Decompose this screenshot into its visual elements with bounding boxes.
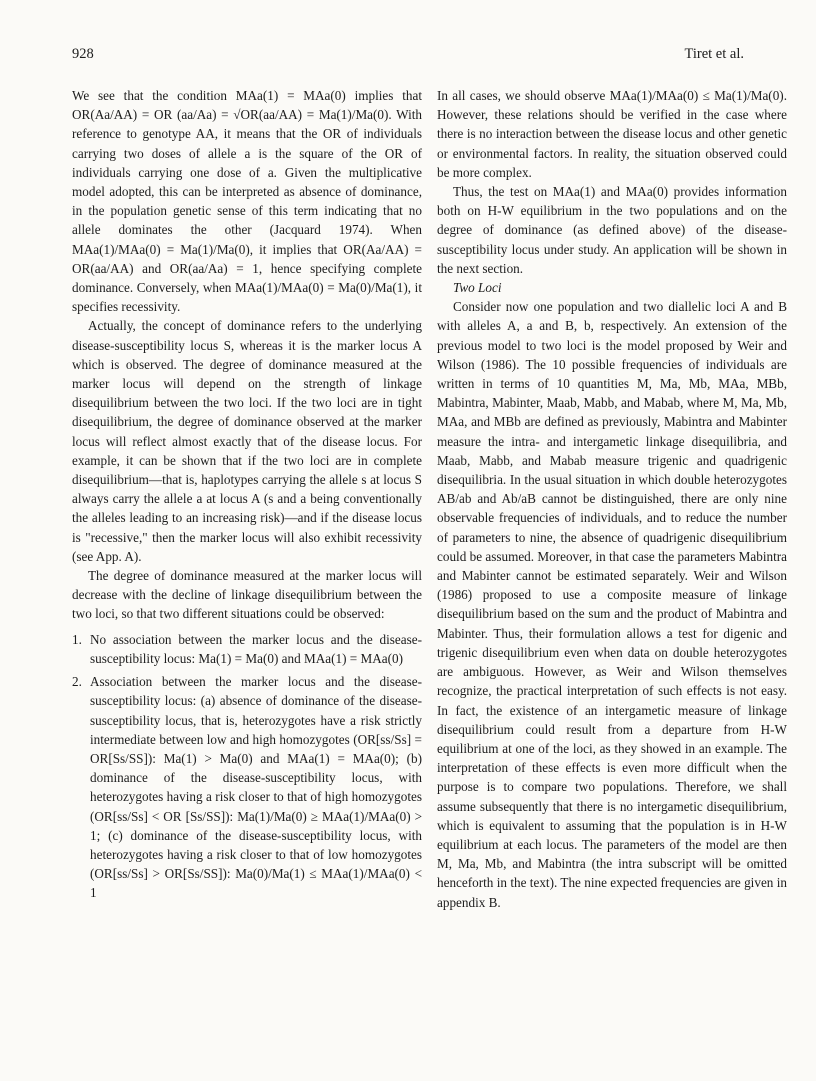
paragraph-test-provides-info: Thus, the test on MAa(1) and MAa(0) provides information both on H-W equilibrium in the two populations and on the degree of dominance (as defined above) of the disease-susceptibility locus under study. An application will be shown in the next section. <box>437 184 787 276</box>
section-title-two-loci: Two Loci <box>453 280 502 296</box>
paragraph-all-cases: In all cases, we should observe MAa(1)/MAa(0) ≤ Ma(1)/Ma(0). However, these relations should be verified in the case where there is no interaction between the disease locus and other genetic or environmental factors. In reality, the situation observed could be more complex. <box>437 88 787 180</box>
list-number: 1. <box>72 631 82 647</box>
list-text: Association between the marker locus and the disease-susceptibility locus: (a) absence of dominance of the disease-susceptibility locus, that is, heterozygotes have a risk strictly intermediate between low and high homozygotes (OR[ss/Ss] = OR[Ss/SS]): Ma(1) > Ma(0) and MAa(1) = MAa(0); (b) dominance of the disease-susceptibility locus, with heterozygotes having a risk closer to that of high homozygotes (OR[ss/Ss] < OR [Ss/SS]): Ma(1)/Ma(0) ≥ MAa(1)/MAa(0) > 1; (c) dominance of the disease-susceptibility locus, with heterozygotes having a risk closer to that of low homozygotes (OR[ss/Ss] > OR[Ss/SS]): Ma(0)/Ma(1) ≤ MAa(1)/MAa(0) < 1 <box>90 674 422 901</box>
page-header <box>72 46 744 68</box>
paragraph-two-loci-model: Consider now one population and two diallelic loci A and B with alleles A, a and B, b, respectively. An extension of the previous model to two loci is the model proposed by Weir and Wilson (1986). The 10 possible frequencies of individuals are written in terms of 10 quantities M, Ma, Mb, MAa, MBb, Mabintra, Mabinter, Maab, Mabb, and Mabab, where M, Ma, Mb, MAa, and MBb are defined as previously, Mabintra and Mabinter measure the intra- and intergametic linkage disequilibria, and Maab, Mabb, and Mabab measure trigenic and quadrigenic disequilibria. In the usual situation in which double heterozygotes AB/ab and Ab/aB cannot be distinguished, there are only nine observable frequencies of individuals, and to reduce the number of parameters to nine, the absence of quadrigenic disequilibrium could be assumed. Moreover, in that case the parameters Mabintra and Mabinter cannot be estimated separately. Weir and Wilson (1986) proposed to use a composite measure of linkage disequilibrium based on the sum and the product of Mabintra and Mabinter. Thus, their formulation allows a test for digenic and trigenic disequilibrium even when data on double heterozygotes are ambiguous. However, as Weir and Wilson themselves recognize, the practical interpretation of such effects is not easy. In fact, the existence of an intergametic measure of linkage disequilibrium could result from a departure from H-W equilibrium at one of the loci, as they showed in an example. The interpretation of these effects is even more difficult when the purpose is to compare two populations. Therefore, we shall assume subsequently that there is no intergametic disequilibrium, which is equivalent to assuming that the population is in H-W equilibrium at each locus. The parameters of the model are then M, Ma, Mb, and Mabintra (the intra subscript will be omitted henceforth in the text). The nine expected frequencies are given in appendix B. <box>437 299 787 910</box>
left-column <box>72 86 422 907</box>
right-column <box>437 86 787 912</box>
paragraph-dominance-concept: Actually, the concept of dominance refers to the underlying disease-susceptibility locus S, whereas it is the marker locus A which is observed. The degree of dominance measured at the marker locus will depend on the strength of linkage disequilibrium between the two loci. If the two loci are in tight disequilibrium, the degree of dominance observed at the marker locus will reflect almost exactly that of the disease locus. For example, it can be shown that if the two loci are in complete disequilibrium—that is, haplotypes carrying the allele s at locus S always carry the allele a at locus A (s and a being conventionally the alleles leading to an increasing risk)—and if the disease locus is "recessive," then the marker locus will also exhibit recessivity (see App. A). <box>72 318 422 564</box>
page-number: 928 <box>72 46 94 62</box>
paragraph-degree-of-dominance: The degree of dominance measured at the marker locus will decrease with the decline of linkage disequilibrium between the two loci, so that two different situations could be observed: <box>72 568 422 622</box>
running-head: Tiret et al. <box>684 46 744 62</box>
list-text: No association between the marker locus and the disease-susceptibility locus: Ma(1) = Ma(0) and MAa(1) = MAa(0) <box>90 631 422 666</box>
situations-list <box>72 630 422 903</box>
list-number: 2. <box>72 674 82 690</box>
list-item <box>72 672 422 902</box>
list-item <box>72 630 422 668</box>
paragraph-dominance-condition: We see that the condition MAa(1) = MAa(0) implies that OR(Aa/AA) = OR (aa/Aa) = √OR(aa/AA) = Ma(1)/Ma(0). With reference to genotype AA, it means that the OR of individuals carrying two doses of allele a is the square of the OR of individuals carrying one dose of a. Given the multiplicative model adopted, this can be interpreted as absence of dominance, in the population genetic sense of this term indicating that no allele dominates the other (Jacquard 1974). When MAa(1)/MAa(0) = Ma(1)/Ma(0), it implies that OR(Aa/AA) = OR(aa/AA) and OR(aa/Aa) = 1, hence specifying complete dominance. Conversely, when MAa(1)/MAa(0) = Ma(0)/Ma(1), it specifies recessivity. <box>72 88 422 315</box>
